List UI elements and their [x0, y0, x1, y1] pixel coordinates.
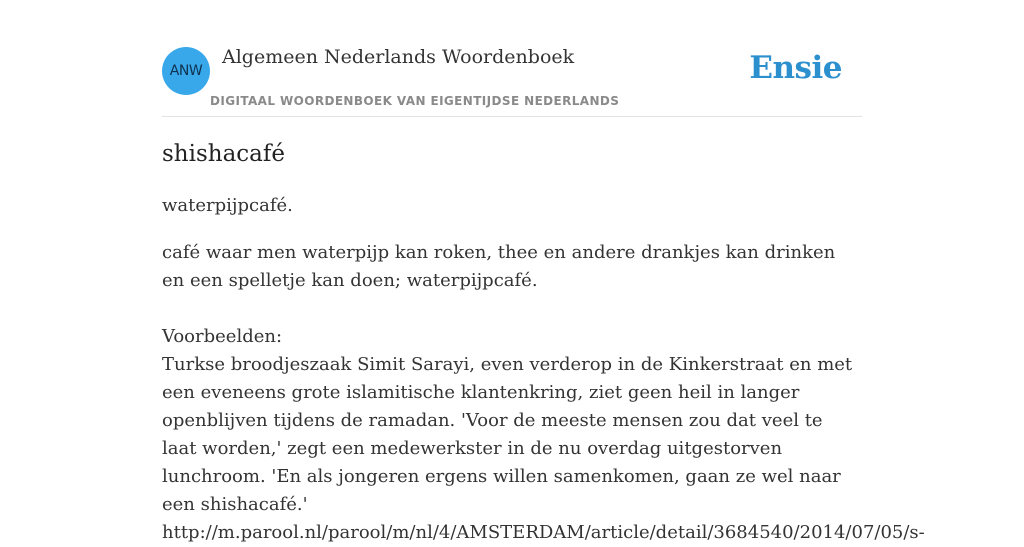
entry-content: [162, 138, 925, 547]
synonym-text: waterpijpcafé.: [162, 195, 293, 216]
example-text: Turkse broodjeszaak Simit Sarayi, even verderop in de Kinkerstraat en met een eveneens grote islamitische klantenkring, ziet geen heil in langer openblijven tijdens de ramadan. 'Voor de meeste mensen zou dat veel te laat worden,' zegt een medewerkster in de nu overdag uitgestorven lunchroom. 'En als jongeren ergens willen samenkomen, gaan ze wel naar een shishacafé.': [162, 354, 853, 515]
site-title[interactable]: Algemeen Nederlands Woordenboek: [222, 46, 575, 68]
ensie-logo[interactable]: Ensie: [749, 50, 842, 86]
headword: shishacafé: [162, 141, 286, 167]
example-source-link[interactable]: http://m.parool.nl/parool/m/nl/4/AMSTERDAM/article/detail/3684540/2014/07/05/s-: [162, 522, 925, 543]
anw-logo[interactable]: ANW: [162, 47, 210, 95]
site-header: [162, 0, 862, 117]
site-subtitle: DIGITAAL WOORDENBOEK VAN EIGENTIJDSE NEDERLANDS: [210, 94, 620, 108]
examples-label: Voorbeelden:: [162, 326, 283, 347]
definition-text: café waar men waterpijp kan roken, thee en andere drankjes kan drinken en een spelletje kan doen; waterpijpcafé.: [162, 242, 836, 291]
